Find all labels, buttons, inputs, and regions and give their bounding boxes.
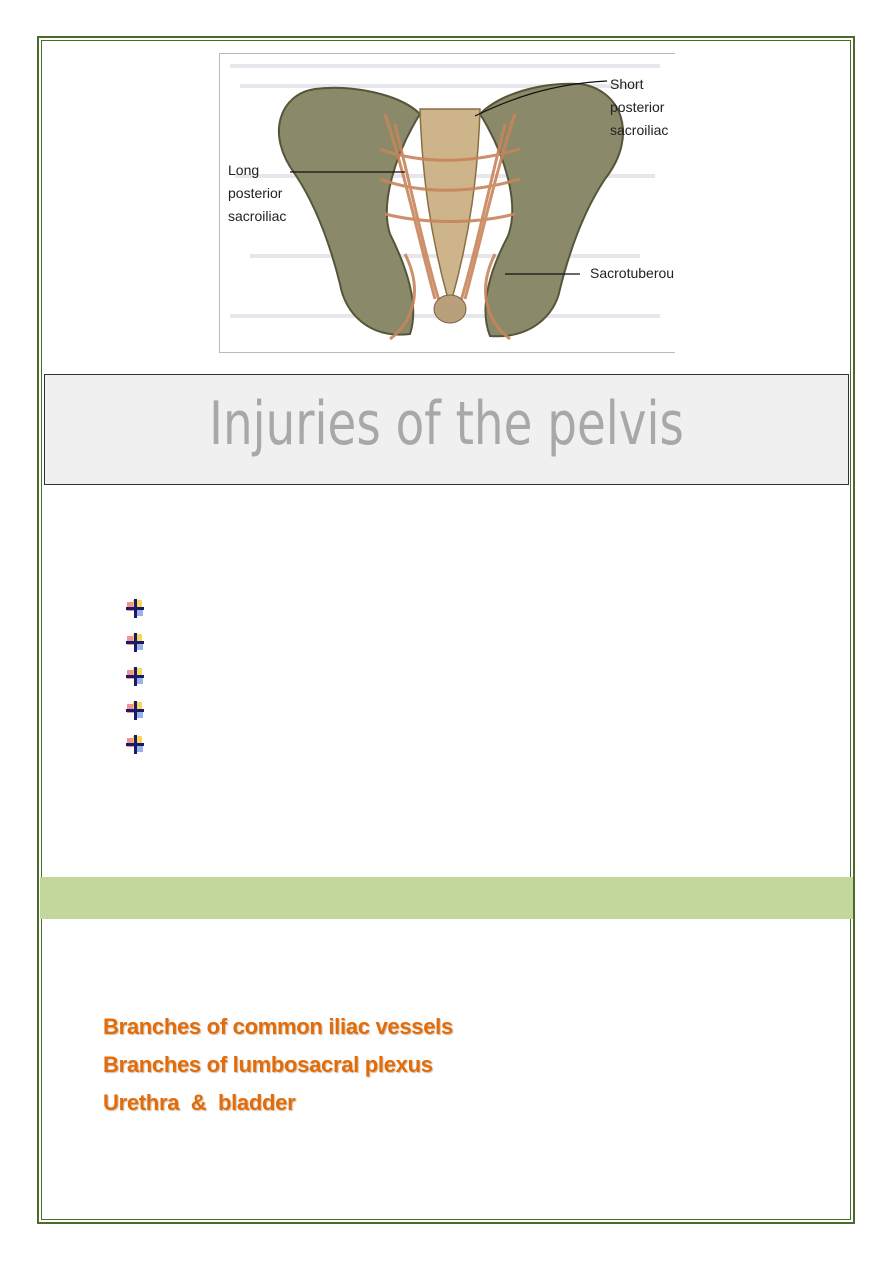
title-banner [44,374,849,485]
label-short-posterior-sacroiliac: Short posterior sacroiliac [610,76,669,138]
list-item: Branches of common iliac vessels [103,1014,453,1039]
bullet-icon [124,666,146,688]
bullet-icon [124,700,146,722]
list-item: Urethra & bladder [103,1090,296,1115]
bullet-icon [124,734,146,756]
structures-list [103,1008,453,1122]
list-item: Branches of lumbosacral plexus [103,1052,433,1077]
label-long-posterior-sacroiliac: Long posterior sacroiliac [228,162,287,224]
label-sacrotuberous: Sacrotuberou [590,265,675,281]
section-band [40,877,853,919]
bullet-icon [124,598,146,620]
bullet-list [124,598,146,768]
pelvis-ligament-figure [219,53,675,353]
page-title: Injuries of the pelvis [209,389,684,459]
pelvis-illustration [220,54,675,353]
bullet-icon [124,632,146,654]
